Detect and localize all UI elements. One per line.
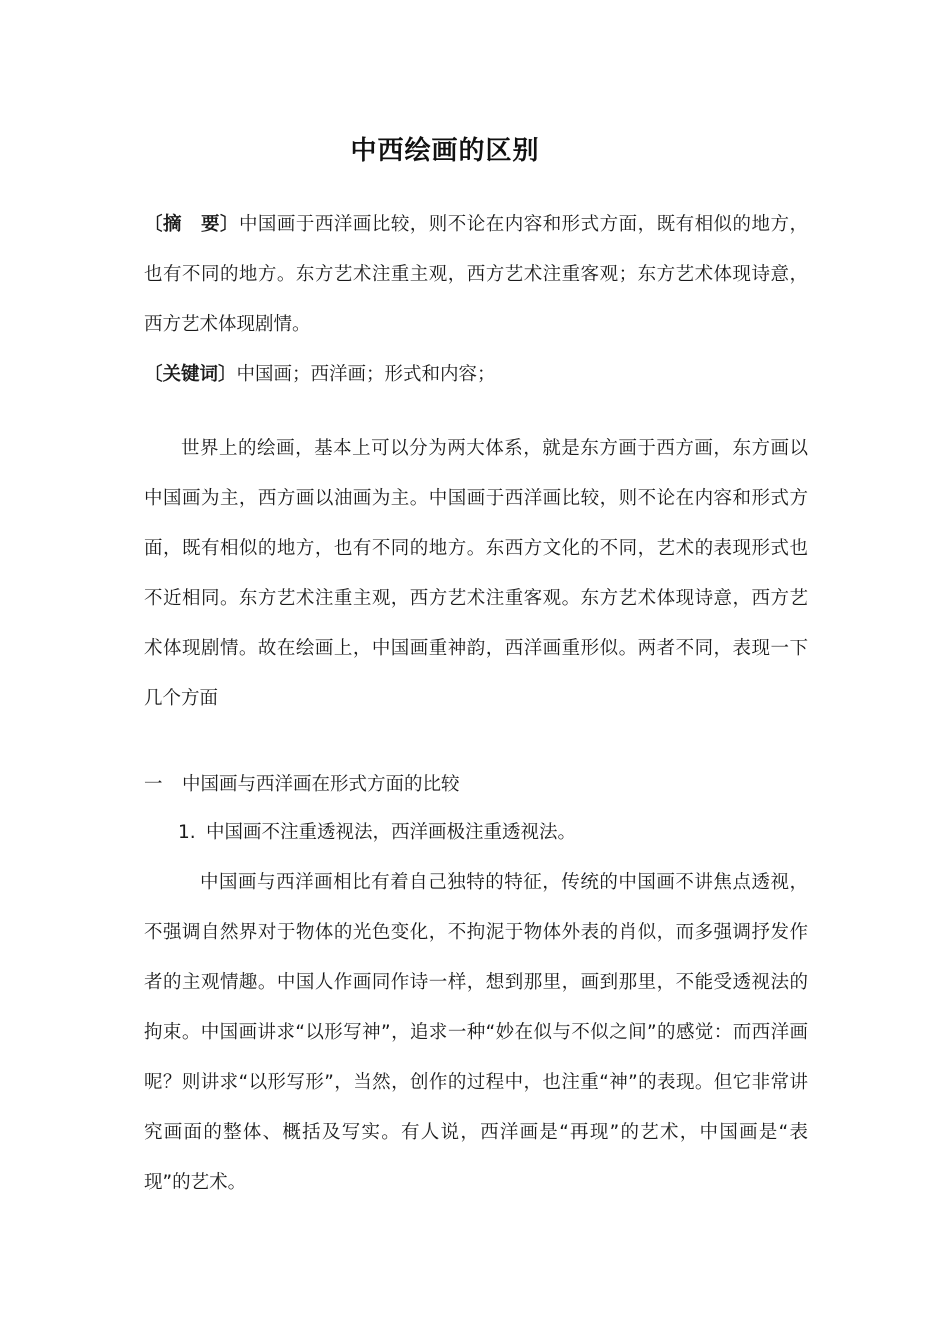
section-heading <box>144 760 460 810</box>
keywords-label: 〔关键词〕 <box>144 364 237 385</box>
intro-paragraph <box>144 424 808 724</box>
subsection-heading <box>178 808 576 858</box>
subsection-paragraph <box>144 858 808 1208</box>
keywords-section <box>144 350 808 400</box>
document-title: 中西绘画的区别 <box>350 136 540 166</box>
subsection-paragraph-text: 中国画与西洋画相比有着自己独特的特征，传统的中国画不讲焦点透视，不强调自然界对于物体的光色变化，不拘泥于物体外表的肖似，而多强调抒发作者的主观情趣。中国人作画同作诗一样，想到那里，画到那里，不能受透视法的拘束。中国画讲求“以形写神”，追求一种“妙在似与不似之间”的感觉：而西洋画呢？则讲求“以形写形”，当然，创作的过程中，也注重“神”的表现。但它非常讲究画面的整体、概括及写实。有人说，西洋画是“再现”的艺术，中国画是“表现”的艺术。 <box>144 872 808 1193</box>
subsection-number: 1. <box>178 822 196 843</box>
subsection-title: 中国画不注重透视法，西洋画极注重透视法。 <box>206 822 577 843</box>
abstract-text: 中国画于西洋画比较，则不论在内容和形式方面，既有相似的地方，也有不同的地方。东方艺术注重主观，西方艺术注重客观；东方艺术体现诗意，西方艺术体现剧情。 <box>144 214 808 335</box>
intro-paragraph-text: 世界上的绘画，基本上可以分为两大体系，就是东方画于西方画，东方画以中国画为主，西方画以油画为主。中国画于西洋画比较，则不论在内容和形式方面，既有相似的地方，也有不同的地方。东西方文化的不同，艺术的表现形式也不近相同。东方艺术注重主观，西方艺术注重客观。东方艺术体现诗意，西方艺术体现剧情。故在绘画上，中国画重神韵，西洋画重形似。两者不同，表现一下几个方面 <box>144 438 808 709</box>
abstract-label: 〔摘 要〕 <box>144 214 239 235</box>
abstract-section <box>144 200 808 350</box>
keywords-text: 中国画；西洋画；形式和内容； <box>236 364 496 385</box>
section-number: 一 <box>144 774 163 795</box>
section-title: 中国画与西洋画在形式方面的比较 <box>182 774 460 795</box>
